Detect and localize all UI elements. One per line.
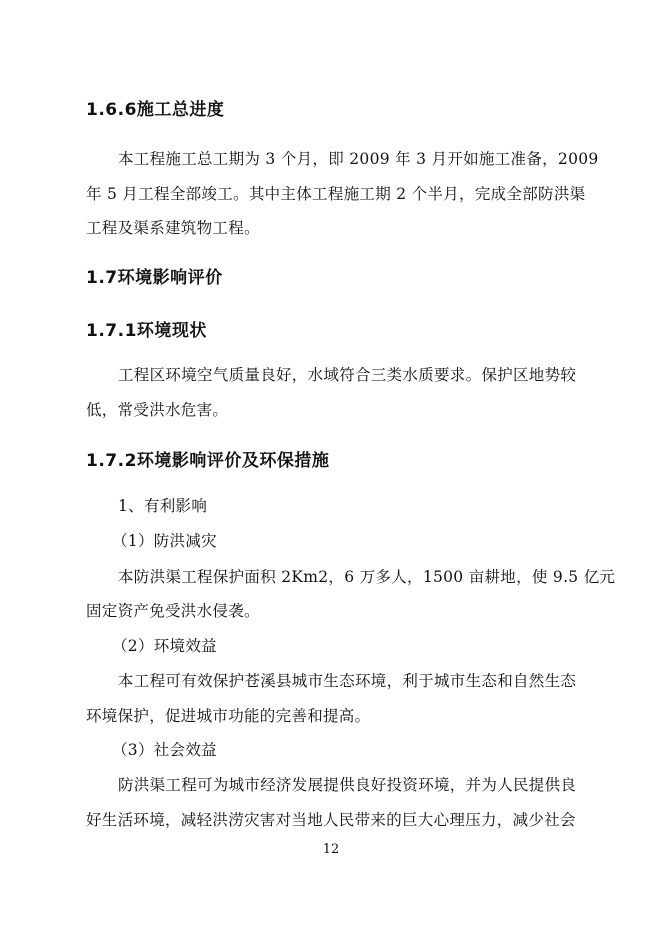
sub-heading: （3）社会效益	[112, 741, 217, 759]
heading-1-6-6: 1.6.6施工总进度	[86, 100, 225, 120]
paragraph-line: 本工程可有效保护苍溪县城市生态环境，利于城市生态和自然生态	[118, 672, 577, 690]
paragraph-line: 防洪渠工程可为城市经济发展提供良好投资环境，并为人民提供良	[118, 776, 577, 794]
paragraph-line: 本防洪渠工程保护面积 2Km2，6 万多人，1500 亩耕地，使 9.5 亿元	[118, 568, 616, 586]
list-item-heading: 1、有利影响	[118, 497, 208, 515]
sub-heading: （2）环境效益	[112, 637, 217, 655]
heading-1-7: 1.7环境影响评价	[86, 268, 223, 288]
heading-1-7-1: 1.7.1环境现状	[86, 321, 207, 341]
paragraph-line: 工程区环境空气质量良好，水域符合三类水质要求。保护区地势较	[118, 366, 577, 384]
paragraph-line: 本工程施工总工期为 3 个月，即 2009 年 3 月开如施工准备，2009	[118, 150, 599, 168]
paragraph-line: 好生活环境，减轻洪涝灾害对当地人民带来的巨大心理压力，减少社会	[86, 811, 576, 829]
page-number: 12	[322, 842, 340, 857]
paragraph-line: 低，常受洪水危害。	[86, 401, 229, 419]
paragraph-line: 固定资产免受洪水侵袭。	[86, 602, 260, 620]
paragraph-line: 年 5 月工程全部竣工。其中主体工程施工期 2 个半月，完成全部防洪渠	[86, 185, 586, 203]
paragraph-line: 环境保护，促进城市功能的完善和提高。	[86, 707, 371, 725]
paragraph-line: 工程及渠系建筑物工程。	[86, 219, 260, 237]
heading-1-7-2: 1.7.2环境影响评价及环保措施	[86, 451, 330, 471]
sub-heading: （1）防洪减灾	[112, 532, 217, 550]
